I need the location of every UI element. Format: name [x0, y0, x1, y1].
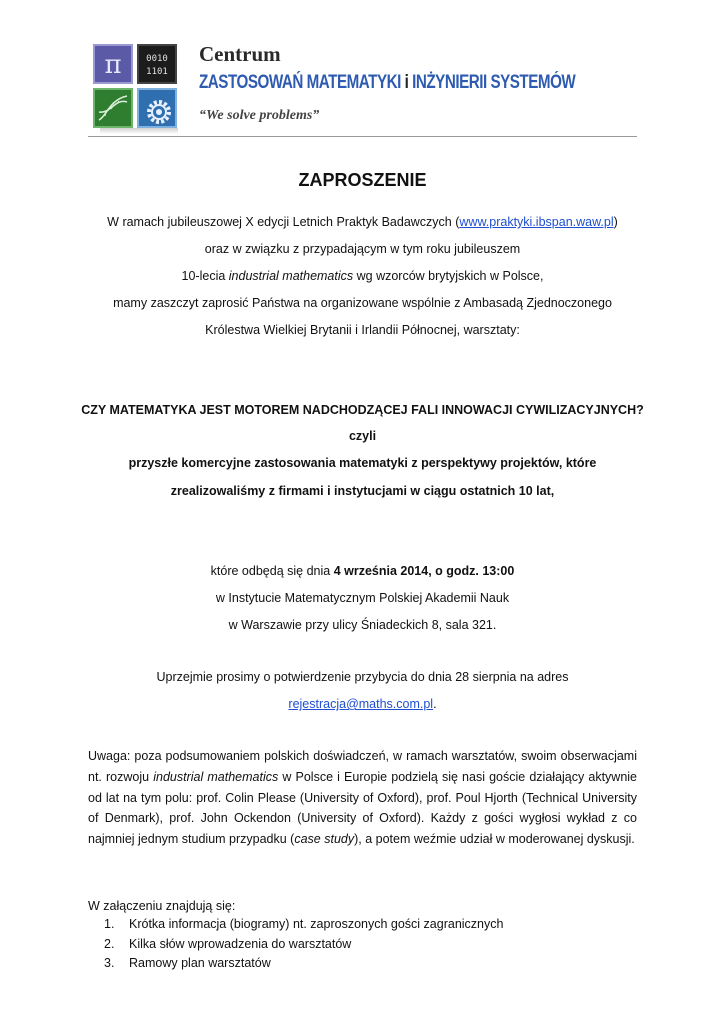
rsvp-text: Uprzejmie prosimy o potwierdzenie przybycia do dnia 28 sierpnia na adres — [156, 670, 569, 684]
brand-main-i: i — [404, 72, 409, 93]
brand-name-main — [199, 72, 575, 94]
workshop-subtitle-line-2: zrealizowaliśmy z firmami i instytucjami w ciągu ostatnich 10 lat, — [170, 484, 555, 498]
note-paragraph: Uwaga: poza podsumowaniem polskich doświadczeń, w ramach warsztatów, swoim obserwacjami nt. rozwoju industrial mathematics w Polsce i Europie podzielą się nasi goście działający aktywnie od lat na tym polu: prof. Colin Please (University of Oxford), prof. Poul Hjorth (Technical University of Denmark), prof. John Ockendon (University of Oxford). Każdy z gości wygłosi wykład z co najmniej jednym studium przypadku (case study), a potem weźmie udział w moderowanej dyskusji. — [88, 749, 638, 847]
centrum-logo — [93, 44, 177, 130]
pi-symbol-icon — [93, 44, 133, 84]
brand-main-part-a: ZASTOSOWAŃ MATEMATYKI — [199, 72, 401, 93]
rsvp-email-link[interactable]: rejestracja@maths.com.pl — [288, 697, 434, 711]
attachments-heading: W załączeniu znajdują się: — [88, 899, 236, 913]
svg-text:π: π — [104, 50, 122, 80]
rsvp-email-line: rejestracja@maths.com.pl. — [288, 697, 437, 711]
svg-text:0010: 0010 — [146, 54, 168, 64]
header-divider — [88, 136, 637, 137]
svg-text:1101: 1101 — [146, 67, 168, 77]
brand-name-top: Centrum — [199, 42, 281, 66]
praktyki-link[interactable]: www.praktyki.ibspan.waw.pl — [459, 215, 614, 229]
event-institute: w Instytucie Matematycznym Polskiej Akademii Nauk — [215, 591, 510, 605]
intro-line-2: oraz w związku z przypadającym w tym roku jubileuszem — [204, 242, 521, 256]
document-page: π 0010 1101 Centrum ZASTOSOWAŃ MATEMATYKI i INŻYNIERII SYSTEMÓW “We solve problems” ZAPROSZENIE W ramach jubileuszowej X edycji Letnich Praktyk Badawczych (www.praktyki.ibspan.waw.pl) oraz w związku z przypadającym w tym roku jubileuszem 10-lecia industrial mathematics wg wzorców brytyjskich w Polsce, mamy zaszczyt zaprosić Państwa na organizowane wspólnie z Ambasadą Zjednoczonego Królestwa Wielkiej Brytanii i Irlandii Północnej, warsztaty: CZY MATEMATYKA JEST MOTOREM NADCHODZĄCEJ FALI INNOWACJI CYWILIZACYJNYCH? czyli przyszłe komercyjne zastosowania matematyki z perspektywy projektów, które zrealizowaliśmy z firmami i instytucjami w ciągu ostatnich 10 lat, które odbędą się dnia 4 września 2014, o godz. 13:00 w Instytucie Matematycznym Polskiej Akademii Nauk w Warszawie przy ulicy Śniadeckich 8, sala 321. Uprzejmie prosimy o potwierdzenie przybycia do dnia 28 sierpnia na adres rejestracja@maths.com.pl. Uwaga: poza podsumowaniem polskich doświadczeń, w ramach warsztatów, swoim obserwacjami nt. rozwoju industrial mathematics w Polsce i Europie podzielą się nasi goście działający aktywnie od lat na tym polu: prof. Colin Please (University of Oxford), prof. Poul Hjorth (Technical University of Denmark), prof. John Ockendon (University of Oxford). Każdy z gości wygłosi wykład z co najmniej jednym studium przypadku (case study), a potem weźmie udział w moderowanej dyskusji. W załączeniu znajdują się: 1. Krótka informacja (biogramy) nt. zaproszonych gości zagranicznych 2. Kilka słów wprowadzenia do warsztatów 3. Ramowy plan warsztatów — [0, 0, 725, 1024]
gear-icon — [137, 88, 177, 128]
workshop-subtitle-line-1: przyszłe komercyjne zastosowania matematyki z perspektywy projektów, które — [128, 456, 597, 470]
intro-line-1: W ramach jubileuszowej X edycji Letnich Praktyk Badawczych (www.praktyki.ibspan.waw.pl) — [107, 215, 618, 229]
workshop-title: CZY MATEMATYKA JEST MOTOREM NADCHODZĄCEJ FALI INNOWACJI CYWILIZACYJNYCH? — [81, 403, 644, 417]
event-address: w Warszawie przy ulicy Śniadeckich 8, sala 321. — [228, 618, 497, 632]
workshop-connector: czyli — [348, 429, 377, 443]
brand-slogan: “We solve problems” — [199, 108, 320, 123]
dna-helix-icon — [93, 88, 133, 128]
page-title: ZAPROSZENIE — [298, 170, 427, 190]
intro-line-3: 10-lecia industrial mathematics wg wzorców brytyjskich w Polsce, — [181, 269, 544, 283]
logo-shadow — [100, 128, 178, 134]
binary-digits-icon — [137, 44, 177, 84]
event-date: które odbędą się dnia 4 września 2014, o godz. 13:00 — [210, 564, 515, 578]
intro-line-5: Królestwa Wielkiej Brytanii i Irlandii Północnej, warsztaty: — [205, 323, 520, 337]
brand-main-part-b: INŻYNIERII SYSTEMÓW — [412, 72, 576, 93]
intro-line-4: mamy zaszczyt zaprosić Państwa na organizowane wspólnie z Ambasadą Zjednoczonego — [113, 296, 612, 310]
